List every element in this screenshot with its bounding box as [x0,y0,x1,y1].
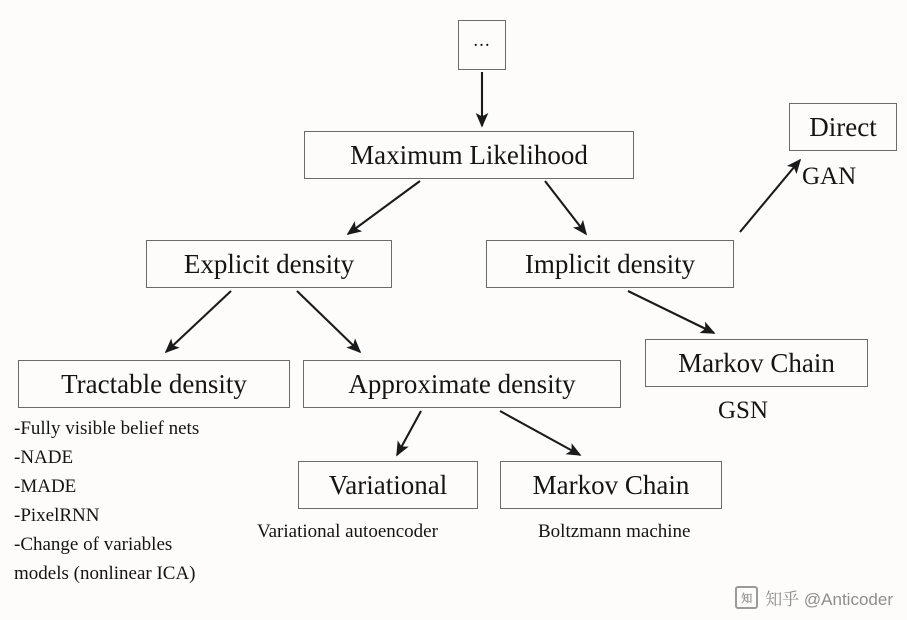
node-markov2: Markov Chain [500,461,722,509]
edge-explicit-to-tractable [166,291,231,352]
edge-mle-to-explicit [348,181,420,234]
node-root: ... [458,20,506,70]
zhihu-logo-icon: 知 [735,586,758,609]
tractable-example-item: -NADE [14,447,74,468]
edge-implicit-to-markov1 [628,291,714,333]
tractable-example-item: models (nonlinear ICA) [14,563,196,584]
watermark-text: 知乎 @Anticoder [765,590,893,609]
tractable-example-item: -Change of variables [14,534,173,555]
tractable-example-item: -Fully visible belief nets [14,418,200,439]
edge-approximate-to-variational [397,411,421,455]
edge-mle-to-implicit [545,181,586,234]
node-tractable: Tractable density [18,360,290,408]
tractable-example-item: -MADE [14,476,77,497]
caption-boltzmann: Boltzmann machine [538,521,691,542]
node-markov1: Markov Chain [645,339,868,387]
node-mle: Maximum Likelihood [304,131,634,179]
tractable-example-item: -PixelRNN [14,505,100,526]
edge-explicit-to-approximate [297,291,360,352]
tractable-density-examples [14,414,199,588]
caption-gan: GAN [802,163,857,190]
watermark [735,585,893,610]
node-explicit: Explicit density [146,240,392,288]
edge-approximate-to-markov2 [500,411,580,455]
edge-implicit-to-direct [740,160,800,232]
caption-vae: Variational autoencoder [257,521,438,542]
node-approximate: Approximate density [303,360,621,408]
node-direct: Direct [789,103,897,151]
caption-gsn: GSN [718,397,769,424]
node-implicit: Implicit density [486,240,734,288]
node-variational: Variational [298,461,478,509]
